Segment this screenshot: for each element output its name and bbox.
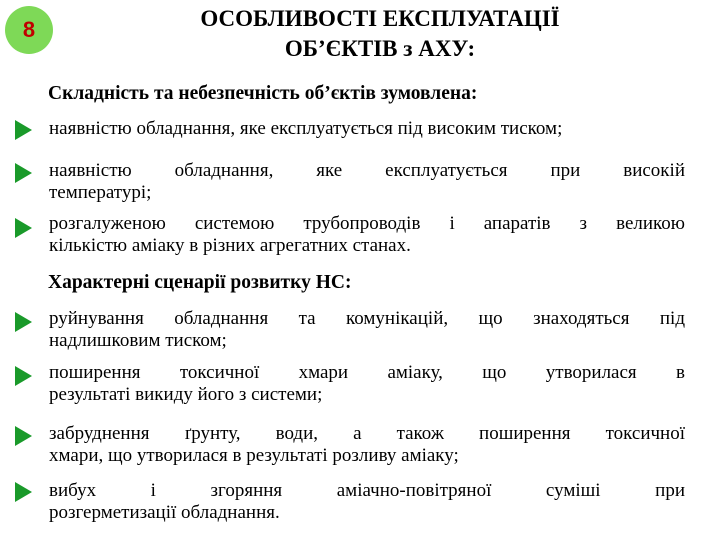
list-item-line: вибух і згоряння аміачно-повітряної суміші при (49, 480, 685, 501)
triangle-bullet-icon (15, 366, 32, 386)
list-item-line: поширення токсичної хмари аміаку, що утворилася в (49, 362, 685, 383)
list-item-line: руйнування обладнання та комунікацій, що знаходяться під (49, 308, 685, 329)
section-1-heading: Складність та небезпечність об’єктів зумовлена: (48, 83, 478, 104)
triangle-bullet-icon (15, 482, 32, 502)
triangle-bullet-icon (15, 163, 32, 183)
triangle-bullet-icon (15, 120, 32, 140)
list-item (49, 362, 685, 406)
slide-title-line-2: ОБ’ЄКТІВ з АХУ: (284, 36, 476, 61)
list-item-line: надлишковим тиском; (49, 330, 227, 351)
list-item-line: розгалуженою системою трубопроводів і апаратів з великою (49, 213, 685, 234)
list-item-line: забруднення ґрунту, води, а також поширення токсичної (49, 423, 685, 444)
list-item (49, 480, 685, 524)
list-item (49, 308, 685, 352)
slide-number-badge (5, 6, 53, 54)
list-item (49, 423, 685, 467)
slide-title-line-1: ОСОБЛИВОСТІ ЕКСПЛУАТАЦІЇ (200, 6, 560, 31)
list-item-line: кількістю аміаку в різних агрегатних станах. (49, 235, 411, 256)
list-item (49, 160, 685, 204)
triangle-bullet-icon (15, 218, 32, 238)
list-item-line: розгерметизації обладнання. (49, 502, 280, 523)
triangle-bullet-icon (15, 426, 32, 446)
list-item-line: наявністю обладнання, яке експлуатується під високим тиском; (49, 118, 563, 139)
list-item-line: температурі; (49, 182, 152, 203)
triangle-bullet-icon (15, 312, 32, 332)
section-2-heading: Характерні сценарії розвитку НС: (48, 272, 352, 293)
list-item-line: наявністю обладнання, яке експлуатується при високій (49, 160, 685, 181)
list-item-line: результаті викиду його з системи; (49, 384, 323, 405)
slide-title (100, 4, 660, 64)
slide-number: 8 (22, 17, 36, 42)
list-item (49, 213, 685, 257)
list-item (49, 118, 720, 140)
list-item-line: хмари, що утворилася в результаті розливу аміаку; (49, 445, 459, 466)
